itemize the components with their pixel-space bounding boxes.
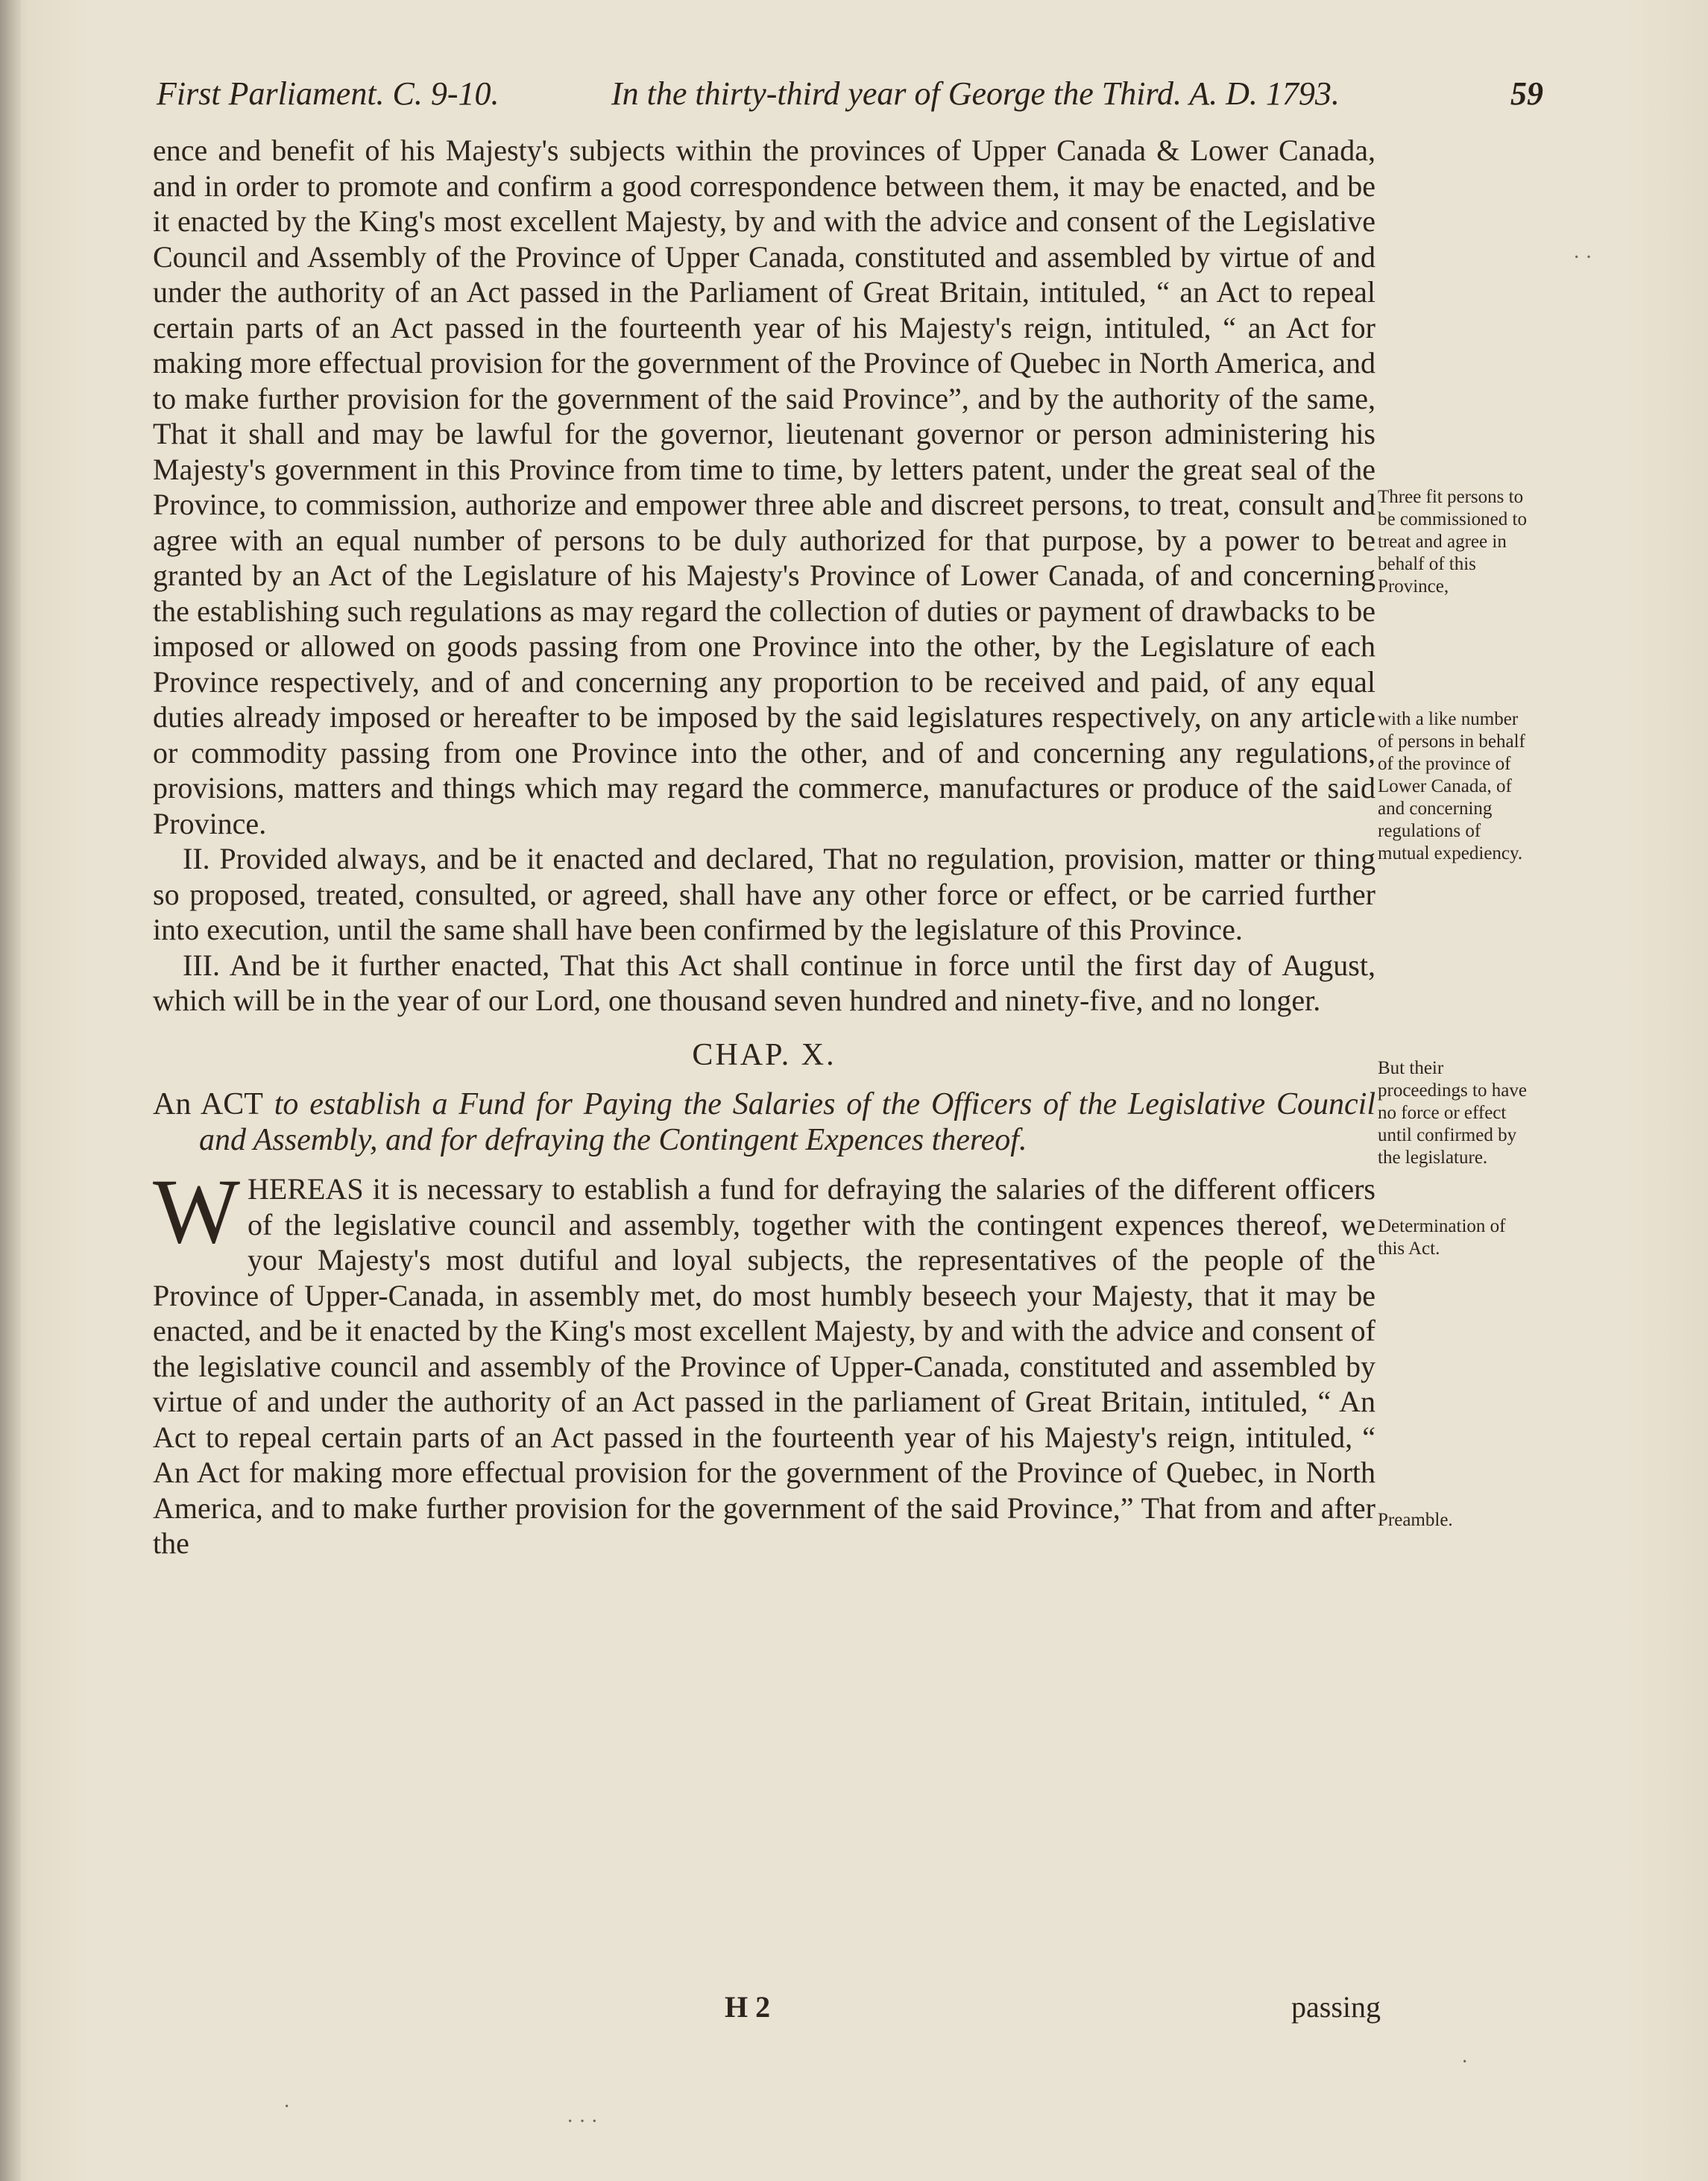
- section-iii: III. And be it further enacted, That this Act shall continue in force until the first day of August, which will be in the year of our Lord, one thousand seven hundred and ninety-five, and no longer.: [153, 948, 1375, 1017]
- act-title-an: An ACT: [153, 1087, 263, 1121]
- page-gutter-shadow: [0, 0, 21, 2181]
- margin-note-preamble: Preamble.: [1378, 1510, 1453, 1530]
- margin-note-confirmation: But their proceedings to have no force or effect until confirmed by the legislature.: [1378, 1058, 1527, 1168]
- header-left: First Parliament. C. 9-10.: [157, 75, 500, 112]
- preamble-paragraph: WHEREAS it is necessary to establish a fund for defraying the salaries of the different officers of the legislative council and assembly, together with the contingent expences thereof, we your Majesty's most dutiful and loyal subjects, the representatives of the people of the Province of Upper-Canada, in assembly met, do most humbly beseech your Majesty, that it may be enacted, and be it enacted by the King's most excellent Majesty, by and with the advice and consent of the legislative council and assembly of the Province of Upper-Canada, constituted and assembled by virtue of and under the authority of an Act passed in the parliament of Great Britain, intituled, “ An Act to repeal certain parts of an Act passed in the fourteenth year of his Majesty's reign, intituled, “ An Act for making more effectual provision for the government of the Province of Quebec, in North America, and to make further provision for the government of the said Province,” That from and after the: [153, 1160, 1375, 1560]
- margin-note-commissioners: Three fit persons to be commissioned to treat and agree in behalf of this Province,: [1378, 487, 1527, 597]
- section-i-continuation: ence and benefit of his Majesty's subjects within the provinces of Upper Canada & Lower Canada, and in order to promote and confirm a good correspondence between them, it may be enacted, and be it enacted by the King's most excellent Majesty, by and with the advice and consent of the Legislative Council and Assembly of the Province of Upper Canada, constituted and assembled by virtue of and under the authority of an Act passed in the Parliament of Great Britain, intituled, “ an Act to repeal certain parts of an Act passed in the fourteenth year of his Majesty's reign, intituled, “ an Act for making more effectual provision for the government of the Province of Quebec in North America, and to make further provision for the government of the said Province”, and by the authority of the same, That it shall and may be lawful for the governor, lieutenant governor or person administering his Majesty's government in this Province from time to time, by letters patent, under the great seal of the Province, to commission, authorize and empower three able and discreet persons, to treat, consult and agree with an equal number of persons to be duly authorized for that purpose, by a power to be granted by an Act of the Legislature of his Majesty's Province of Lower Canada, of and concerning the establishing such regulations as may regard the collection of duties or payment of drawbacks to be imposed or allowed on goods passing from one Province into the other, by the Legislature of each Province respectively, and of and concerning any proportion to be received and paid, of any equal duties already imposed or hereafter to be imposed by the said legislatures respectively, on any article or commodity passing from one Province into the other, and of and concerning any regulations, provisions, matters and things which may regard the commerce, manufactures or produce of the said Province.: [153, 133, 1375, 840]
- ink-speck: ·: [283, 2095, 291, 2118]
- margin-note-determination: Determination of this Act.: [1378, 1216, 1506, 1259]
- section-ii: II. Provided always, and be it enacted and declared, That no regulation, provision, matter or thing so proposed, treated, consulted, or agreed, shall have any other force or effect, or be carried further into execution, until the same shall have been confirmed by the legislature of this Province.: [153, 842, 1375, 946]
- chapter-heading: CHAP. X.: [692, 1037, 836, 1072]
- catchword: passing: [1291, 1990, 1381, 2024]
- page-number: 59: [1510, 75, 1543, 112]
- act-title: [153, 1086, 1375, 1158]
- ink-speck: · · ·: [567, 2110, 598, 2133]
- header-center: In the thirty-third year of George the Third. A. D. 1793.: [611, 75, 1340, 112]
- signature-mark: H 2: [725, 1990, 771, 2024]
- act-title-text: to establish a Fund for Paying the Salaries of the Officers of the Legislative Council and Assembly, and for defraying the Contingent Expences thereof.: [199, 1087, 1376, 1157]
- ink-speck: · ·: [1573, 246, 1592, 269]
- margin-note-lower-canada: with a like number of persons in behalf of the province of Lower Canada, of and concerning regulations of mutual expediency.: [1378, 709, 1525, 863]
- main-text-column: [153, 133, 1375, 1561]
- ink-speck: ·: [1461, 2051, 1469, 2074]
